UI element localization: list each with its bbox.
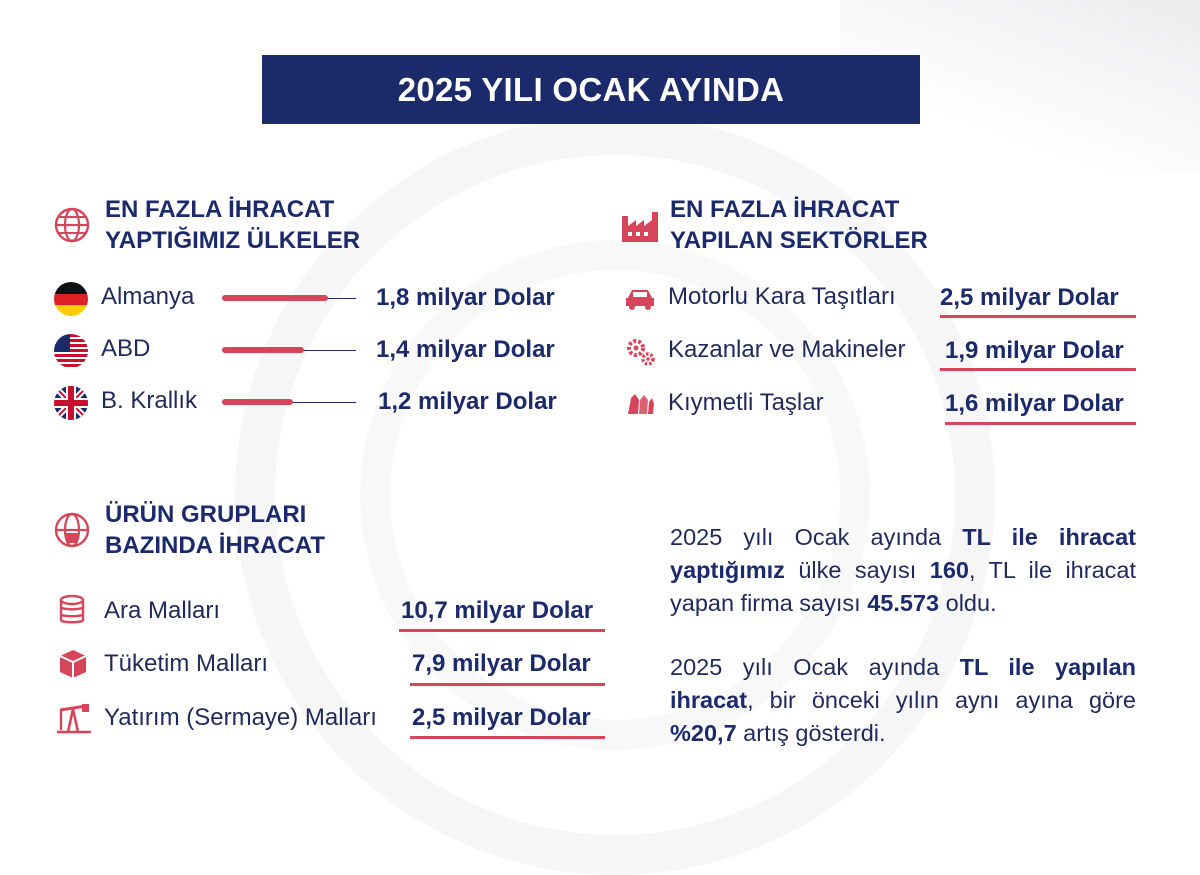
sector-row: [668, 283, 896, 311]
paragraph-text: artış gösterdi.: [736, 720, 886, 746]
product-value-row: [412, 650, 591, 678]
sectors-heading-line1: EN FAZLA İHRACAT: [670, 196, 900, 223]
tl-export-countries-paragraph: [670, 521, 1136, 620]
country-bar-fill: [222, 295, 328, 301]
product-row: [104, 704, 377, 732]
uk-flag-icon: [54, 386, 88, 420]
sector-name: Motorlu Kara Taşıtları: [668, 283, 896, 310]
paragraph-bold: TL ile ihracat yaptığımız: [670, 524, 1136, 583]
sector-row: [668, 336, 905, 364]
globe-icon: [53, 206, 91, 244]
germany-flag-icon: [54, 282, 88, 316]
country-value-row: [376, 284, 555, 312]
product-row: [104, 650, 268, 678]
usa-flag-icon: [54, 334, 88, 368]
sector-underline: [945, 422, 1136, 425]
box-icon: [58, 648, 88, 680]
country-bar-fill: [222, 347, 304, 353]
country-value-row: [378, 388, 557, 416]
sector-name: Kıymetli Taşlar: [668, 389, 824, 416]
country-value: 1,4 milyar Dolar: [376, 336, 555, 363]
countries-heading-line2: YAPTIĞIMIZ ÜLKELER: [105, 227, 361, 254]
country-row-uk: [101, 387, 197, 415]
sectors-heading: [620, 194, 928, 256]
sector-value-row: [945, 390, 1124, 418]
product-value-row: [412, 704, 591, 732]
tl-export-growth-paragraph: [670, 651, 1136, 750]
country-row-abd: [101, 335, 150, 363]
country-bar-fill: [222, 399, 293, 405]
products-heading-line2: BAZINDA İHRACAT: [105, 532, 325, 559]
paragraph-bold: 45.573: [867, 590, 940, 616]
countries-heading-line1: EN FAZLA İHRACAT: [105, 196, 335, 223]
paragraph-bold: %20,7: [670, 720, 737, 746]
gears-icon: [625, 336, 657, 368]
products-heading: [53, 499, 325, 561]
country-row-almanya: [101, 283, 194, 311]
products-heading-line1: ÜRÜN GRUPLARI: [105, 501, 307, 528]
title-banner: [262, 55, 920, 124]
country-name: B. Krallık: [101, 387, 198, 414]
product-row: [104, 597, 220, 625]
globe-box-icon: [53, 511, 91, 549]
paragraph-text: , TL ile ihracat yapan firma sayısı: [670, 557, 1137, 616]
product-value: 2,5 milyar Dolar: [412, 704, 591, 731]
paragraph-text: 2025 yılı Ocak ayında: [670, 654, 960, 680]
sector-value: 1,6 milyar Dolar: [945, 390, 1124, 417]
product-underline: [399, 629, 605, 632]
paragraph-bold: 160: [929, 557, 969, 583]
product-value: 7,9 milyar Dolar: [412, 650, 591, 677]
pump-jack-icon: [56, 700, 92, 734]
product-value: 10,7 milyar Dolar: [401, 597, 594, 624]
country-value: 1,8 milyar Dolar: [376, 284, 555, 311]
paragraph-bold: TL ile yapılan ihracat: [670, 654, 1136, 713]
product-name: Tüketim Malları: [104, 650, 269, 677]
country-value: 1,2 milyar Dolar: [378, 388, 557, 415]
paragraph-text: ülke sayısı: [784, 557, 930, 583]
paragraph-text: , bir önceki yılın aynı ayına göre: [747, 687, 1136, 713]
countries-heading: [53, 194, 360, 256]
gem-icon: [626, 392, 656, 416]
product-underline: [410, 683, 605, 686]
sector-value: 1,9 milyar Dolar: [945, 337, 1124, 364]
country-name: Almanya: [101, 283, 195, 310]
sectors-heading-line2: YAPILAN SEKTÖRLER: [670, 227, 928, 254]
product-value-row: [401, 597, 593, 625]
sector-name: Kazanlar ve Makineler: [668, 336, 906, 363]
factory-icon: [620, 208, 662, 244]
coins-icon: [58, 594, 86, 626]
sector-value: 2,5 milyar Dolar: [940, 284, 1119, 311]
paragraph-text: oldu.: [939, 590, 997, 616]
country-name: ABD: [101, 335, 151, 362]
sector-underline: [940, 368, 1136, 371]
paragraph-text: 2025 yılı Ocak ayında: [670, 524, 963, 550]
product-name: Yatırım (Sermaye) Malları: [104, 704, 377, 731]
country-value-row: [376, 336, 555, 364]
sector-underline: [940, 315, 1136, 318]
sector-value-row: [940, 284, 1119, 312]
sector-value-row: [945, 337, 1124, 365]
product-underline: [410, 736, 605, 739]
sector-row: [668, 389, 824, 417]
page-title: 2025 YILI OCAK AYINDA: [397, 70, 785, 108]
product-name: Ara Malları: [104, 597, 221, 624]
car-icon: [624, 286, 656, 312]
